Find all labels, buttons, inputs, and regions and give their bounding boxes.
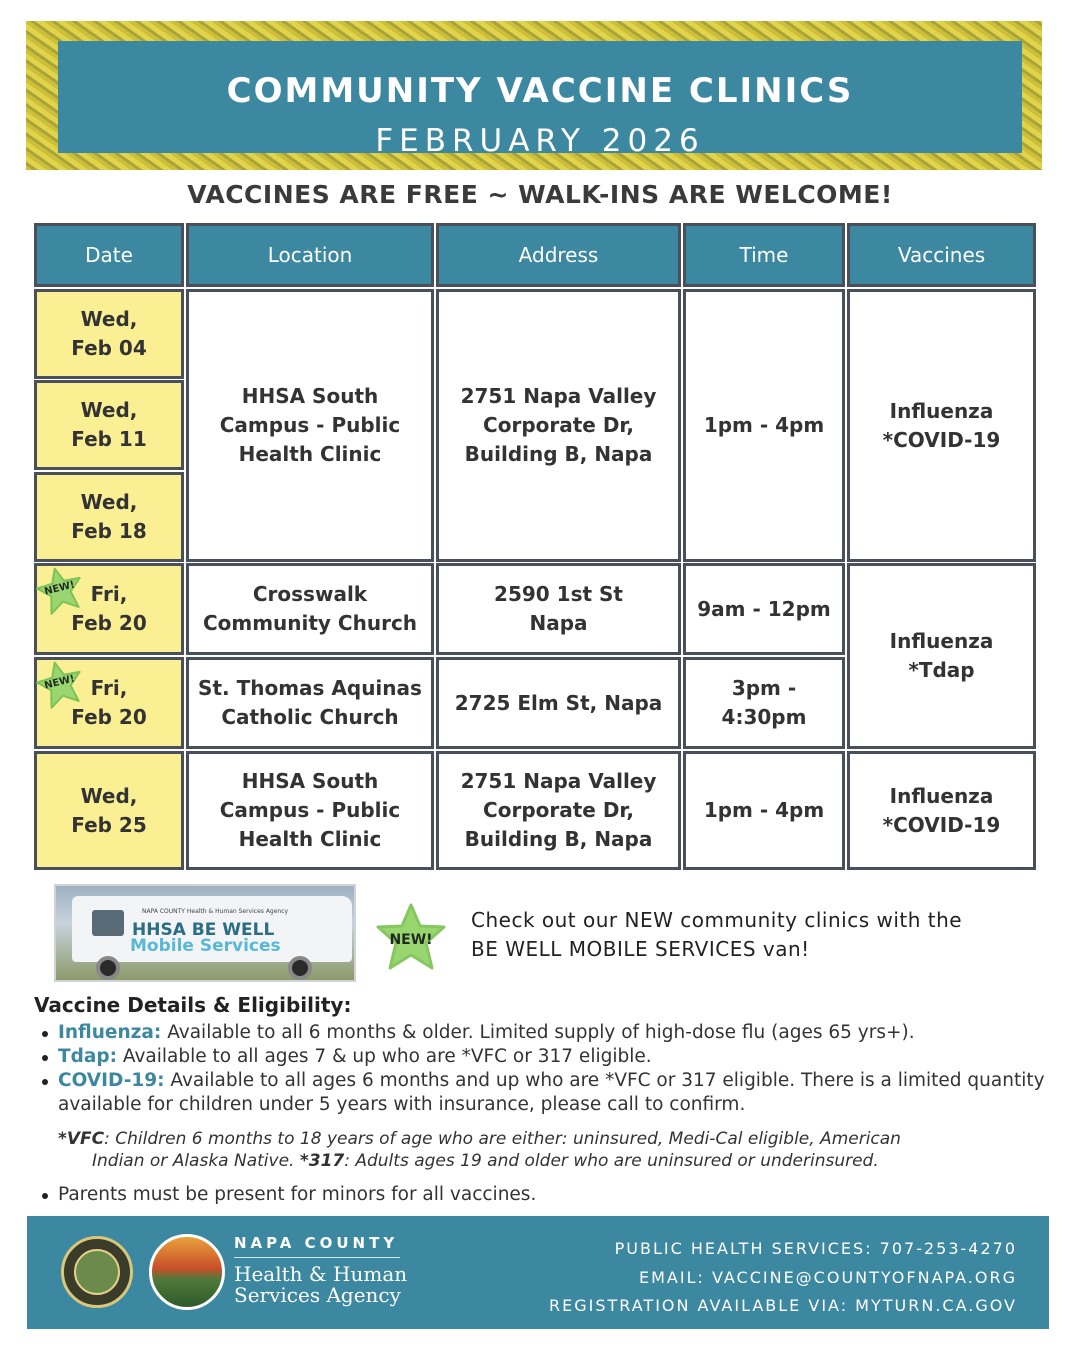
date-value: Feb 20 bbox=[71, 611, 147, 635]
vaccine-eligibility: Available to all ages 7 & up who are *VFC or 317 eligible. bbox=[117, 1046, 652, 1067]
address-cell: 2751 Napa Valley Corporate Dr, Building B, Napa bbox=[436, 289, 681, 562]
mobile-van-image bbox=[54, 884, 356, 982]
date-value: Feb 11 bbox=[71, 427, 147, 451]
date-value: Feb 25 bbox=[71, 812, 147, 837]
header-banner bbox=[26, 21, 1042, 170]
eligibility-item bbox=[40, 1021, 1070, 1045]
address-cell: 2590 1st St Napa bbox=[436, 563, 681, 655]
header-vaccines: Vaccines bbox=[847, 223, 1036, 287]
time-cell: 3pm - 4:30pm bbox=[683, 657, 845, 749]
date-day: Wed, bbox=[80, 307, 138, 331]
parents-note: Parents must be present for minors for all vaccines. bbox=[40, 1183, 536, 1207]
317-key: *317 bbox=[299, 1151, 345, 1171]
hhsa-logo-icon bbox=[149, 1234, 225, 1310]
org-agency-line: Health & Human bbox=[234, 1262, 408, 1286]
header-address: Address bbox=[436, 223, 681, 287]
header-panel bbox=[58, 41, 1022, 159]
vaccine-name: Tdap: bbox=[58, 1046, 117, 1067]
date-cell bbox=[34, 289, 184, 379]
date-cell bbox=[34, 472, 184, 562]
date-value: Feb 04 bbox=[71, 336, 147, 360]
promo-message bbox=[471, 906, 1051, 964]
location-cell: HHSA South Campus - Public Health Clinic bbox=[186, 751, 434, 870]
header-date: Date bbox=[34, 223, 184, 287]
address-cell: 2751 Napa Valley Corporate Dr, Building B, Napa bbox=[436, 751, 681, 870]
van-text-line2: Mobile Services bbox=[130, 936, 281, 956]
date-day: Wed, bbox=[80, 490, 138, 514]
page-subtitle: FEBRUARY 2026 bbox=[375, 123, 705, 159]
van-wheel-icon bbox=[288, 956, 312, 980]
new-badge-label: NEW! bbox=[43, 579, 76, 598]
date-day: Fri, bbox=[90, 582, 128, 606]
van-wheel-icon bbox=[96, 956, 120, 980]
317-definition: : Adults ages 19 and older who are uninsured or underinsured. bbox=[344, 1151, 879, 1171]
header-location: Location bbox=[186, 223, 434, 287]
eligibility-item bbox=[40, 1069, 1070, 1117]
page-title: COMMUNITY VACCINE CLINICS bbox=[226, 71, 854, 111]
location-cell: HHSA South Campus - Public Health Clinic bbox=[186, 289, 434, 562]
promo-new-badge-icon bbox=[374, 902, 448, 972]
org-agency-name bbox=[234, 1264, 407, 1306]
vaccine-name: COVID-19: bbox=[58, 1070, 165, 1091]
date-day: Fri, bbox=[90, 676, 128, 700]
van-agency-label: NAPA COUNTY Health & Human Services Agency bbox=[142, 908, 289, 915]
org-agency-line: Services Agency bbox=[234, 1283, 401, 1307]
org-divider bbox=[234, 1257, 400, 1258]
time-cell: 1pm - 4pm bbox=[683, 751, 845, 870]
vfc-definition-cont: Indian or Alaska Native. bbox=[92, 1151, 300, 1171]
vfc-key: *VFC bbox=[58, 1129, 105, 1149]
contact-email[interactable]: EMAIL: VACCINE@COUNTYOFNAPA.ORG bbox=[638, 1267, 1017, 1287]
vaccines-cell: Influenza *COVID-19 bbox=[847, 289, 1036, 562]
date-cell bbox=[34, 751, 184, 870]
promo-line: Check out our NEW community clinics with the bbox=[471, 908, 963, 932]
new-badge-label: NEW! bbox=[43, 673, 76, 692]
van-body bbox=[72, 896, 352, 962]
eligibility-footnote bbox=[58, 1128, 1048, 1172]
van-text-line1: HHSA BE WELL bbox=[132, 920, 275, 940]
promo-new-badge-label: NEW! bbox=[389, 932, 433, 948]
address-cell: 2725 Elm St, Napa bbox=[436, 657, 681, 749]
vaccines-cell: Influenza *COVID-19 bbox=[847, 751, 1036, 870]
date-cell bbox=[34, 380, 184, 470]
eligibility-item bbox=[40, 1045, 1070, 1069]
time-cell: 1pm - 4pm bbox=[683, 289, 845, 562]
contact-phone[interactable]: PUBLIC HEALTH SERVICES: 707-253-4270 bbox=[614, 1239, 1017, 1258]
promo-line: BE WELL MOBILE SERVICES van! bbox=[471, 937, 810, 961]
header-time: Time bbox=[683, 223, 845, 287]
location-cell: St. Thomas Aquinas Catholic Church bbox=[186, 657, 434, 749]
date-value: Feb 20 bbox=[71, 705, 147, 729]
county-seal-icon bbox=[61, 1236, 133, 1308]
eligibility-list bbox=[40, 1021, 1070, 1117]
details-heading: Vaccine Details & Eligibility: bbox=[34, 993, 352, 1017]
vaccine-eligibility: Available to all 6 months & older. Limited supply of high-dose flu (ages 65 yrs+). bbox=[161, 1022, 915, 1043]
van-window bbox=[92, 910, 124, 936]
footer bbox=[27, 1216, 1049, 1329]
vfc-definition: : Children 6 months to 18 years of age who are either: uninsured, Medi-Cal eligible, American bbox=[104, 1129, 901, 1149]
date-value: Feb 18 bbox=[71, 519, 147, 543]
contact-info bbox=[549, 1235, 1017, 1321]
contact-registration[interactable]: REGISTRATION AVAILABLE VIA: MYTURN.CA.GOV bbox=[548, 1296, 1017, 1315]
vaccines-cell: Influenza *Tdap bbox=[847, 563, 1036, 749]
time-cell: 9am - 12pm bbox=[683, 563, 845, 655]
location-cell: Crosswalk Community Church bbox=[186, 563, 434, 655]
date-day: Wed, bbox=[80, 398, 138, 422]
tagline: VACCINES ARE FREE ~ WALK-INS ARE WELCOME! bbox=[187, 180, 893, 209]
org-county-name: NAPA COUNTY bbox=[234, 1234, 399, 1252]
date-day: Wed, bbox=[80, 783, 138, 808]
vaccine-eligibility: Available to all ages 6 months and up who are *VFC or 317 eligible. There is a limited quantity available for children under 5 years with insurance, please call to confirm. bbox=[58, 1070, 1045, 1115]
vaccine-name: Influenza: bbox=[58, 1022, 162, 1043]
